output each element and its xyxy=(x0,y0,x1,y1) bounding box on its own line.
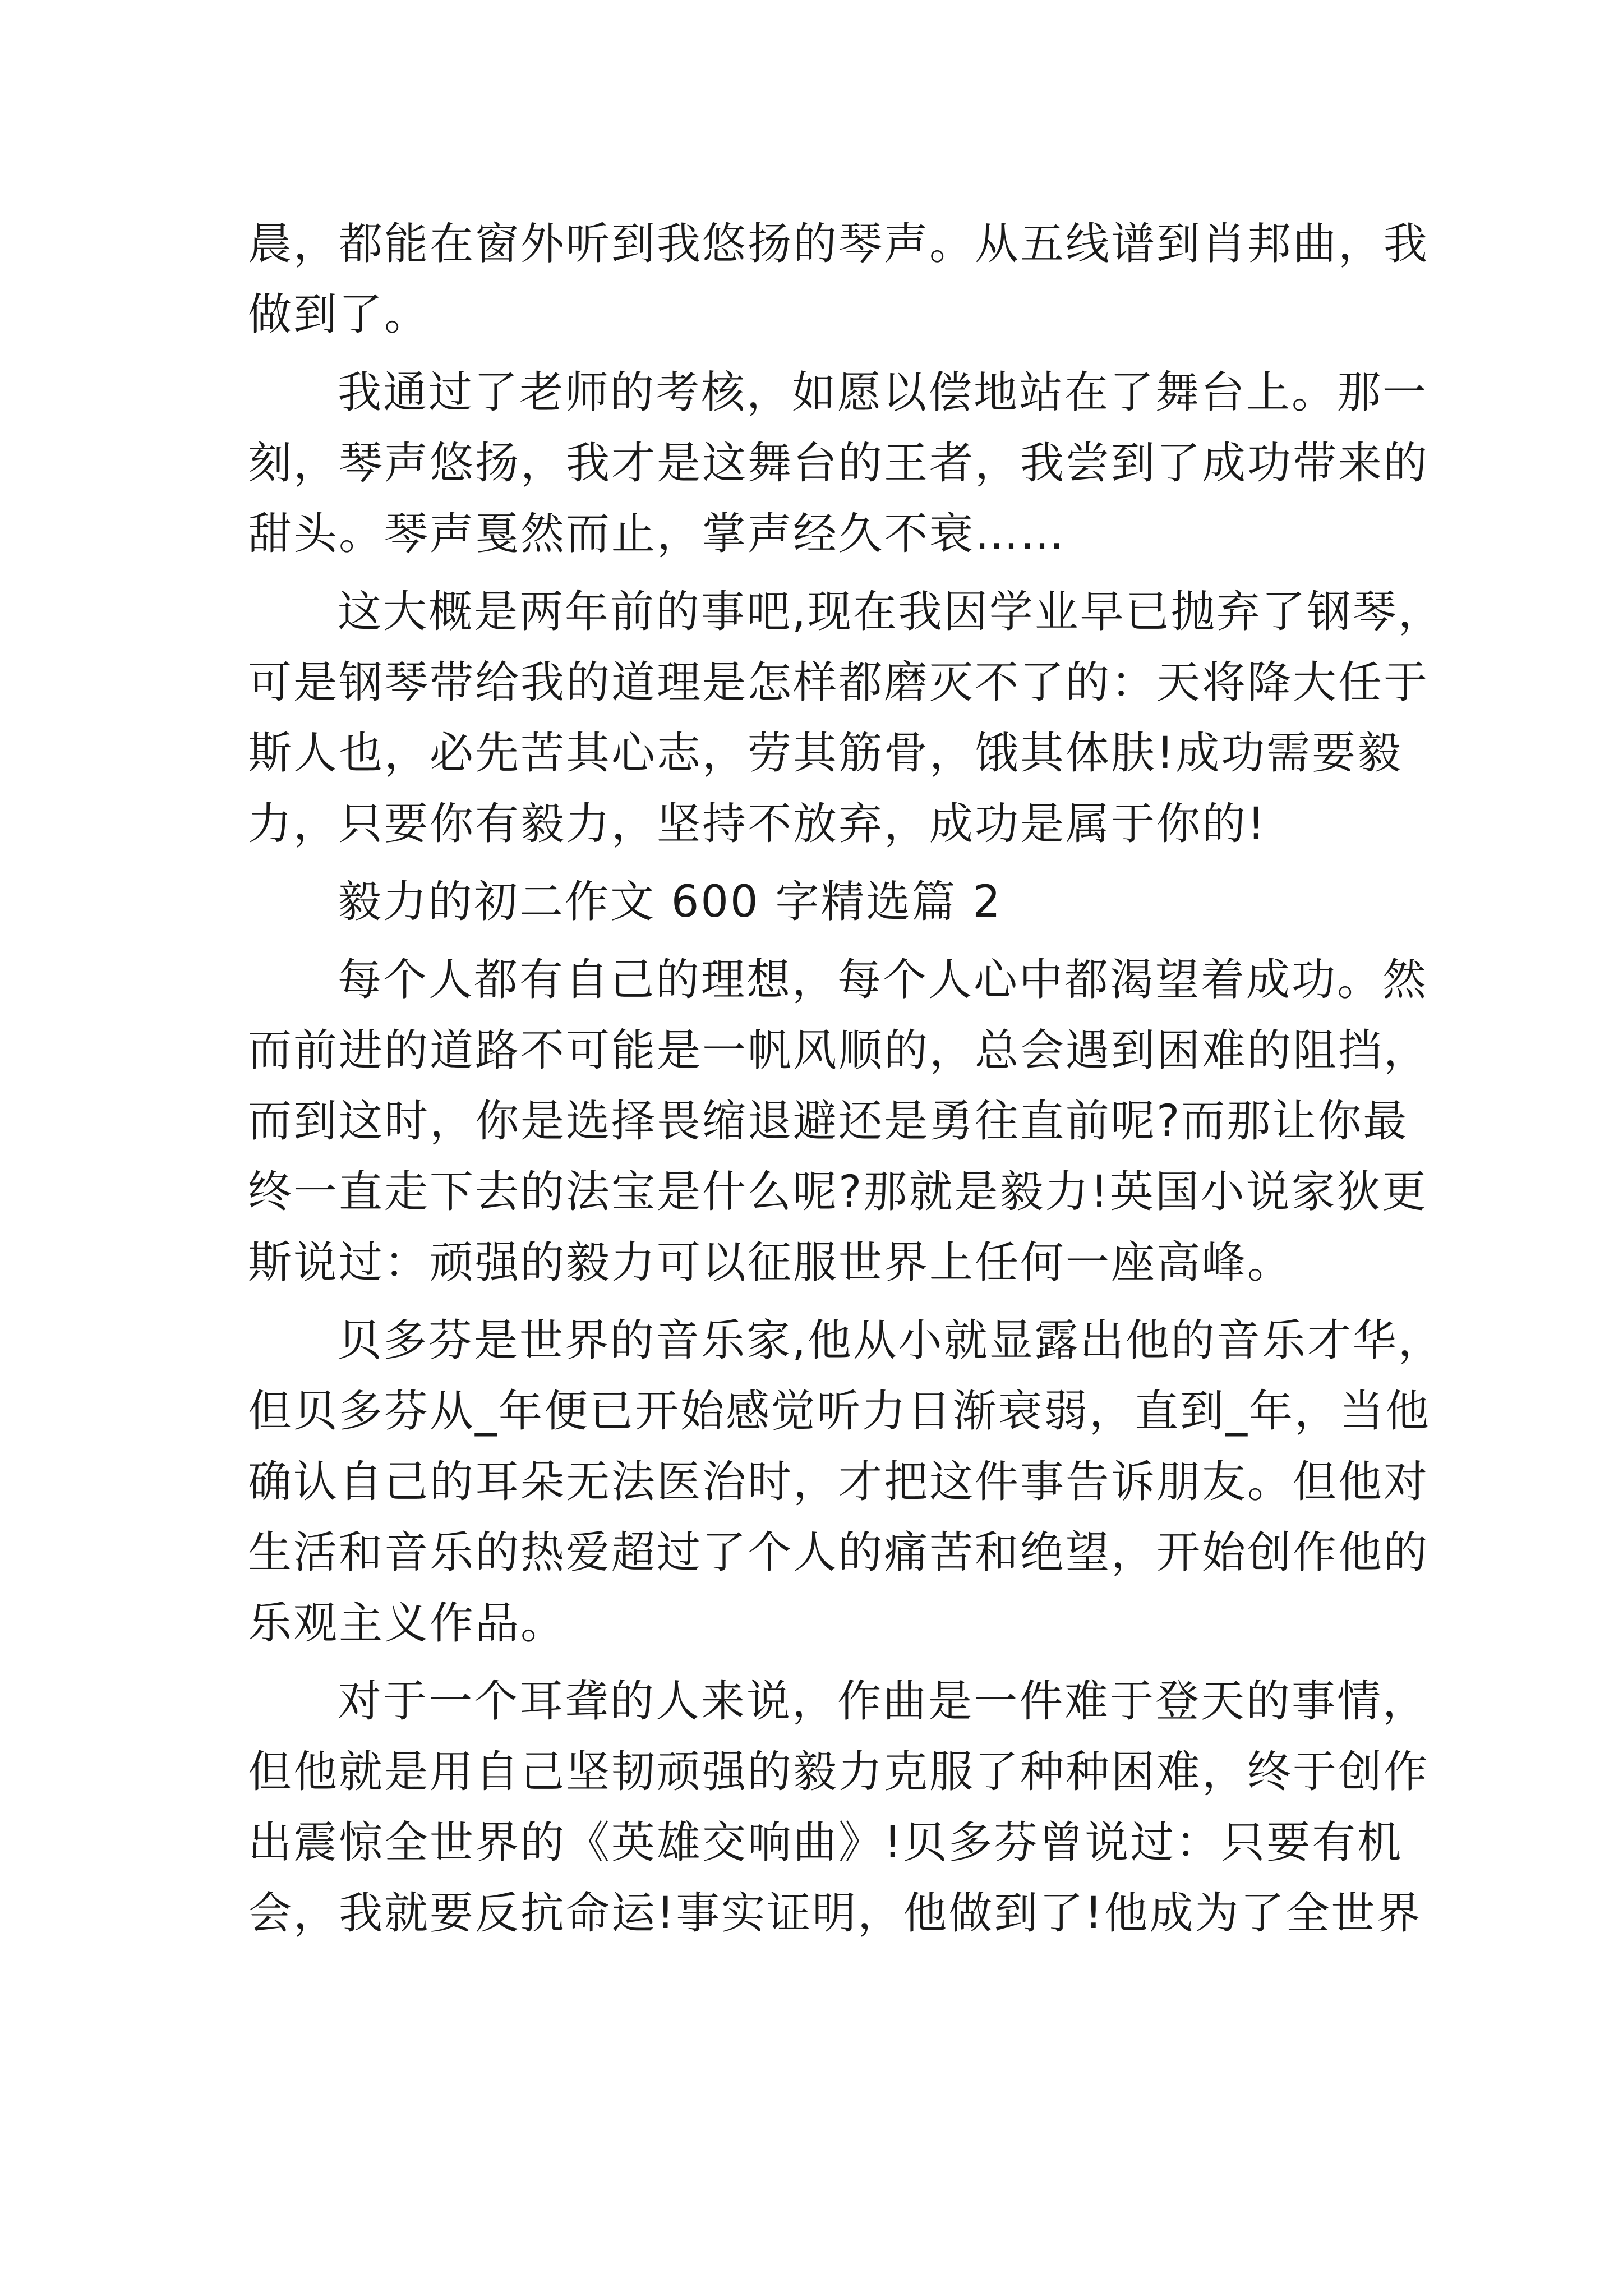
text-line: 生活和音乐的热爱超过了个人的痛苦和绝望，开始创作他的 xyxy=(248,1527,1430,1578)
text-line: 每个人都有自己的理想，每个人心中都渴望着成功。然 xyxy=(338,955,1428,1005)
text-line: 对于一个耳聋的人来说，作曲是一件难于登天的事情， xyxy=(338,1676,1428,1727)
text-line: 贝多芬是世界的音乐家,他从小就显露出他的音乐才华， xyxy=(338,1315,1444,1366)
text-line: 晨，都能在窗外听到我悠扬的琴声。从五线谱到肖邦曲，我 xyxy=(248,219,1430,269)
text-line: 而前进的道路不可能是一帆风顺的，总会遇到困难的阻挡， xyxy=(248,1025,1430,1076)
section-heading: 毅力的初二作文 600 字精选篇 2 xyxy=(338,877,1002,927)
text-line: 乐观主义作品。 xyxy=(248,1598,566,1649)
text-line: 刻，琴声悠扬，我才是这舞台的王者，我尝到了成功带来的 xyxy=(248,438,1430,489)
text-line: 但他就是用自己坚韧顽强的毅力克服了种种困难，终于创作 xyxy=(248,1747,1430,1797)
text-line: 确认自己的耳朵无法医治时，才把这件事告诉朋友。但他对 xyxy=(248,1457,1430,1507)
text-line: 做到了。 xyxy=(248,289,430,340)
text-line: 力，只要你有毅力，坚持不放弃，成功是属于你的! xyxy=(248,799,1267,849)
text-line: 终一直走下去的法宝是什么呢?那就是毅力!英国小说家狄更 xyxy=(248,1167,1428,1217)
text-line: 斯人也，必先苦其心志，劳其筋骨，饿其体肤!成功需要毅 xyxy=(248,728,1403,779)
text-line: 我通过了老师的考核，如愿以偿地站在了舞台上。那一 xyxy=(338,367,1428,418)
text-line: 斯说过：顽强的毅力可以征服世界上任何一座高峰。 xyxy=(248,1237,1293,1288)
text-line: 可是钢琴带给我的道理是怎样都磨灭不了的：天将降大任于 xyxy=(248,657,1430,708)
text-line: 这大概是两年前的事吧,现在我因学业早已抛弃了钢琴， xyxy=(338,587,1444,637)
text-line: 而到这时，你是选择畏缩退避还是勇往直前呢?而那让你最 xyxy=(248,1096,1409,1147)
text-line: 但贝多芬从_年便已开始感觉听力日渐衰弱，直到_年，当他 xyxy=(248,1386,1431,1437)
text-line: 出震惊全世界的《英雄交响曲》!贝多芬曾说过：只要有机 xyxy=(248,1818,1403,1868)
text-line: 会，我就要反抗命运!事实证明，他做到了!他成为了全世界 xyxy=(248,1888,1422,1939)
text-line: 甜头。琴声戛然而止，掌声经久不衰…… xyxy=(248,509,1066,559)
